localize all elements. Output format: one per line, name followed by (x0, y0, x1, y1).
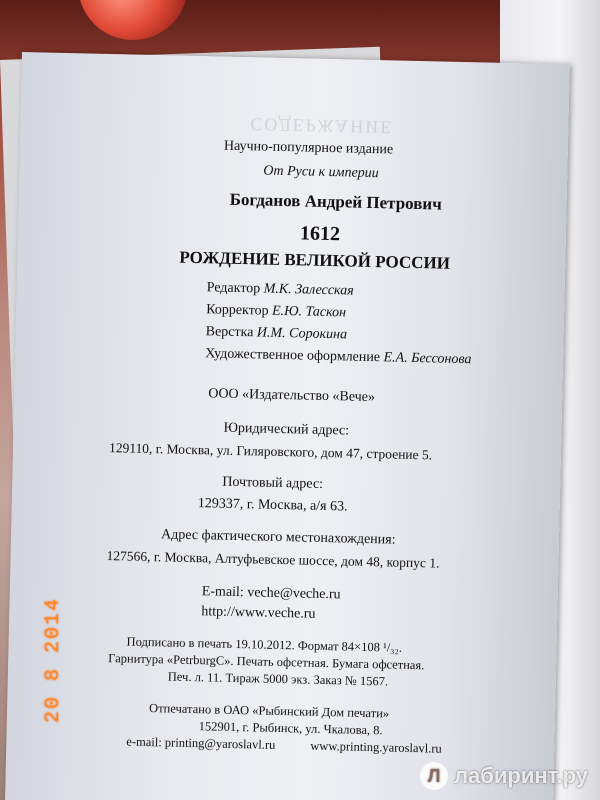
print-info-line-3: Печ. л. 11. Тираж 5000 экз. Заказ № 1567. (167, 669, 389, 689)
credit-proofreader: Корректор Е.Ю. Таскон (206, 302, 347, 321)
postal-address: 129337, г. Москва, а/я 63. (197, 496, 348, 515)
postal-address-label: Почтовый адрес: (222, 474, 324, 492)
credit-layout: Верстка И.М. Сорокина (205, 324, 348, 343)
camera-date-stamp: 20 8 2014 (42, 597, 65, 724)
show-through-heading: СОДЕРЖАНИЕ (250, 114, 394, 138)
publisher-website: http://www.veche.ru (201, 604, 316, 622)
print-info-line-1: Подписано в печать 19.10.2012. Формат 84×108 ¹/₃₂. (126, 634, 403, 655)
series-title: От Руси к империи (263, 163, 379, 182)
printer-info-line-2: 152901, г. Рыбинск, ул. Чкалова, 8. (198, 719, 383, 738)
red-ball (78, 0, 188, 40)
watermark-text: лабиринт.ру (454, 763, 588, 788)
book-page (4, 52, 570, 800)
publisher-email: E-mail: veche@veche.ru (201, 584, 341, 603)
print-info-line-2: Гарнитура «PetrburgC». Печать офсетная. Бумага офсетная. (108, 651, 425, 673)
publisher-name: ООО «Издательство «Вече» (208, 386, 376, 406)
author-name: Богданов Андрей Петрович (229, 189, 443, 214)
printer-website: www.printing.yaroslavl.ru (310, 738, 442, 756)
printer-info-line-1: Отпечатано в ОАО «Рыбинский Дом печати» (148, 701, 390, 721)
legal-address: 129110, г. Москва, ул. Гиляровского, дом 47, строение 5. (108, 440, 433, 463)
book-year: 1612 (299, 222, 341, 246)
actual-address: 127566, г. Москва, Алтуфьевское шоссе, дом 48, корпус 1. (106, 548, 440, 571)
actual-address-label: Адрес фактического местонахождения: (160, 527, 396, 548)
credit-editor: Редактор М.К. Залесская (206, 280, 354, 299)
book-title: РОЖДЕНИЕ ВЕЛИКОЙ РОССИИ (179, 247, 451, 273)
edition-type: Научно-популярное издание (223, 138, 394, 158)
printer-email: e-mail: printing@yaroslavl.ru (126, 734, 276, 752)
credit-design: Художественное оформление Е.А. Бессонова (205, 346, 472, 368)
labirint-watermark (420, 762, 588, 790)
legal-address-label: Юридический адрес: (223, 420, 350, 439)
labirint-logo-icon: Л (420, 762, 448, 790)
